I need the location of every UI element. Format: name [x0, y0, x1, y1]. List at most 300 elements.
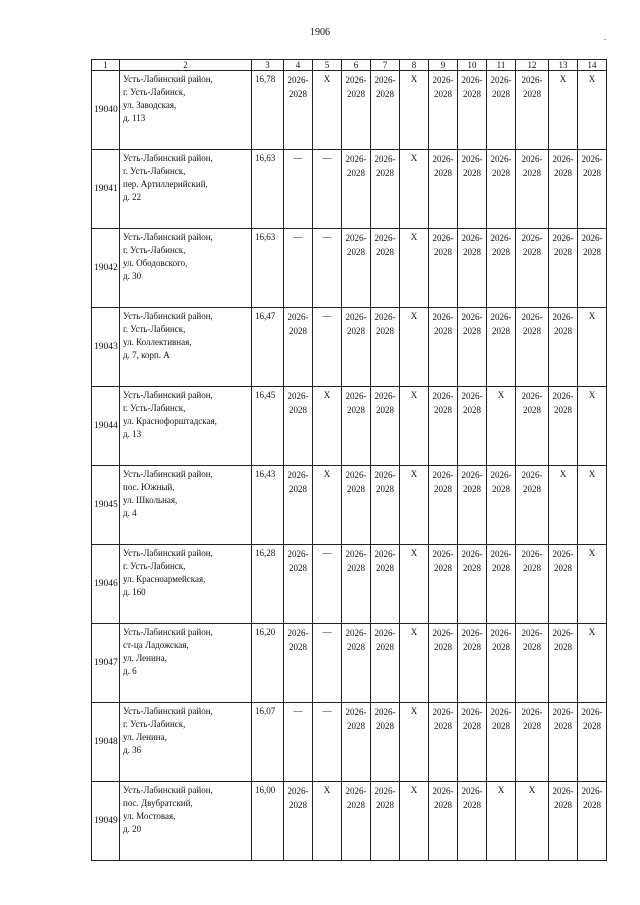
period-line: 2026- — [287, 75, 309, 85]
period-cell — [458, 545, 487, 624]
address-line: Усть-Лабинский район, — [123, 469, 213, 479]
period-cell — [458, 703, 487, 782]
period-cell — [342, 308, 371, 387]
period-line: 2028 — [523, 168, 541, 178]
row-id-cell: 19048 — [92, 703, 120, 782]
address-line: ул. Краснофорштадская, — [123, 416, 217, 426]
period-line: 2028 — [463, 800, 481, 810]
period-line: 2026- — [432, 75, 454, 85]
address-line: г. Усть-Лабинск, — [123, 245, 186, 255]
address-line: пер. Артиллерийский, — [123, 179, 208, 189]
area-value-cell: 16,28 — [252, 545, 284, 624]
period-line: 2028 — [289, 484, 307, 494]
area-value-cell: 16,07 — [252, 703, 284, 782]
period-cell — [549, 703, 578, 782]
area-value-cell: 16,47 — [252, 308, 284, 387]
period-line: 2028 — [463, 721, 481, 731]
period-line: 2028 — [347, 247, 365, 257]
period-cell: Х — [400, 229, 429, 308]
period-line: 2028 — [347, 721, 365, 731]
address-cell — [120, 545, 252, 624]
page-number: 1906 — [310, 27, 330, 38]
period-line: 2028 — [523, 721, 541, 731]
address-line: д. 22 — [123, 192, 142, 202]
period-line: 2028 — [289, 405, 307, 415]
period-cell — [371, 387, 400, 466]
period-cell — [371, 308, 400, 387]
period-cell: Х — [578, 624, 607, 703]
period-cell — [516, 229, 549, 308]
period-cell — [284, 545, 313, 624]
address-line: Усть-Лабинский район, — [123, 311, 213, 321]
period-line: 2028 — [434, 326, 452, 336]
period-line: 2028 — [289, 642, 307, 652]
period-line: 2026- — [432, 154, 454, 164]
period-line: 2026- — [345, 391, 367, 401]
period-cell: — — [284, 703, 313, 782]
period-cell — [458, 229, 487, 308]
table-row — [92, 703, 607, 782]
period-cell — [549, 150, 578, 229]
period-line: 2026- — [552, 154, 574, 164]
period-line: 2026- — [432, 549, 454, 559]
period-line: 2026- — [552, 786, 574, 796]
table-row — [92, 545, 607, 624]
column-number-cell: 10 — [458, 60, 487, 71]
period-line: 2028 — [434, 484, 452, 494]
period-line: 2026- — [374, 391, 396, 401]
period-cell — [549, 308, 578, 387]
table-row — [92, 624, 607, 703]
period-line: 2028 — [434, 89, 452, 99]
period-line: 2028 — [347, 642, 365, 652]
period-cell — [549, 782, 578, 861]
row-id-cell: 19047 — [92, 624, 120, 703]
period-line: 2026- — [432, 707, 454, 717]
period-cell — [458, 387, 487, 466]
column-number-cell: 7 — [371, 60, 400, 71]
period-line: 2028 — [554, 642, 572, 652]
period-line: 2026- — [490, 707, 512, 717]
column-number-cell: 1 — [92, 60, 120, 71]
period-line: 2026- — [345, 154, 367, 164]
period-cell: Х — [549, 466, 578, 545]
period-line: 2026- — [345, 75, 367, 85]
period-line: 2028 — [347, 563, 365, 573]
period-line: 2026- — [552, 549, 574, 559]
address-line: ул. Коллективная, — [123, 337, 192, 347]
address-cell — [120, 150, 252, 229]
period-cell — [342, 229, 371, 308]
period-cell: Х — [400, 387, 429, 466]
period-cell — [549, 545, 578, 624]
row-id-cell: 19043 — [92, 308, 120, 387]
period-line: 2028 — [347, 800, 365, 810]
table-row — [92, 782, 607, 861]
period-cell: Х — [578, 545, 607, 624]
period-line: 2026- — [521, 391, 543, 401]
period-cell — [578, 782, 607, 861]
address-line: Усть-Лабинский район, — [123, 706, 213, 716]
row-id-cell: 19042 — [92, 229, 120, 308]
address-line: д. 30 — [123, 271, 142, 281]
column-number-cell: 5 — [313, 60, 342, 71]
period-line: 2028 — [434, 642, 452, 652]
address-line: ул. Ленина, — [123, 653, 167, 663]
period-line: 2026- — [552, 707, 574, 717]
period-line: 2028 — [376, 800, 394, 810]
period-line: 2026- — [521, 154, 543, 164]
address-cell — [120, 308, 252, 387]
period-line: 2028 — [583, 247, 601, 257]
period-line: 2028 — [523, 326, 541, 336]
period-line: 2028 — [376, 89, 394, 99]
period-cell — [371, 150, 400, 229]
address-line: д. 6 — [123, 666, 137, 676]
period-cell — [487, 466, 516, 545]
period-line: 2026- — [345, 312, 367, 322]
address-line: д. 160 — [123, 587, 146, 597]
period-line: 2026- — [374, 75, 396, 85]
period-line: 2028 — [289, 563, 307, 573]
period-cell: Х — [549, 71, 578, 150]
period-line: 2028 — [492, 484, 510, 494]
period-cell — [371, 624, 400, 703]
period-cell — [284, 466, 313, 545]
period-cell: Х — [400, 703, 429, 782]
period-cell — [342, 545, 371, 624]
period-cell: Х — [313, 782, 342, 861]
period-cell: — — [284, 229, 313, 308]
period-cell — [516, 703, 549, 782]
period-cell — [516, 624, 549, 703]
period-line: 2026- — [521, 470, 543, 480]
period-line: 2026- — [432, 233, 454, 243]
address-line: Усть-Лабинский район, — [123, 153, 213, 163]
address-line: г. Усть-Лабинск, — [123, 87, 186, 97]
period-line: 2028 — [523, 247, 541, 257]
area-value-cell: 16,43 — [252, 466, 284, 545]
period-line: 2026- — [287, 549, 309, 559]
period-line: 2028 — [434, 563, 452, 573]
address-line: г. Усть-Лабинск, — [123, 719, 186, 729]
address-line: ул. Ленина, — [123, 732, 167, 742]
area-value-cell: 16,63 — [252, 229, 284, 308]
address-line: Усть-Лабинский район, — [123, 74, 213, 84]
table-row — [92, 229, 607, 308]
period-line: 2028 — [347, 168, 365, 178]
period-line: 2026- — [581, 707, 603, 717]
address-cell — [120, 229, 252, 308]
period-cell — [516, 545, 549, 624]
period-line: 2026- — [461, 233, 483, 243]
period-line: 2026- — [461, 707, 483, 717]
period-line: 2026- — [461, 628, 483, 638]
period-line: 2026- — [490, 312, 512, 322]
period-cell — [342, 150, 371, 229]
period-line: 2028 — [523, 642, 541, 652]
period-cell — [371, 703, 400, 782]
address-cell — [120, 71, 252, 150]
period-cell — [342, 782, 371, 861]
address-line: ст-ца Ладожская, — [123, 640, 189, 650]
column-number-cell: 6 — [342, 60, 371, 71]
period-cell — [487, 150, 516, 229]
period-cell — [516, 71, 549, 150]
period-line: 2028 — [554, 800, 572, 810]
period-line: 2028 — [463, 405, 481, 415]
period-cell — [487, 71, 516, 150]
period-line: 2028 — [492, 89, 510, 99]
period-cell — [549, 229, 578, 308]
table-row — [92, 71, 607, 150]
period-line: 2028 — [492, 247, 510, 257]
period-cell — [342, 71, 371, 150]
address-cell — [120, 782, 252, 861]
period-cell: Х — [400, 545, 429, 624]
period-line: 2026- — [287, 786, 309, 796]
period-cell — [516, 387, 549, 466]
period-line: 2028 — [289, 800, 307, 810]
period-line: 2026- — [374, 549, 396, 559]
period-line: 2026- — [374, 312, 396, 322]
period-cell — [429, 229, 458, 308]
address-line: д. 20 — [123, 824, 142, 834]
period-line: 2028 — [347, 484, 365, 494]
period-line: 2028 — [554, 326, 572, 336]
period-cell: Х — [400, 71, 429, 150]
period-cell: — — [313, 308, 342, 387]
period-cell — [371, 782, 400, 861]
period-line: 2026- — [374, 628, 396, 638]
period-line: 2026- — [552, 628, 574, 638]
period-line: 2028 — [554, 563, 572, 573]
column-number-cell: 12 — [516, 60, 549, 71]
area-value-cell: 16,00 — [252, 782, 284, 861]
period-cell — [458, 71, 487, 150]
period-line: 2026- — [374, 707, 396, 717]
period-cell — [549, 387, 578, 466]
period-cell: Х — [313, 466, 342, 545]
corner-mark: . — [604, 33, 606, 42]
period-cell: — — [284, 150, 313, 229]
address-line: г. Усть-Лабинск, — [123, 403, 186, 413]
column-number-cell: 11 — [487, 60, 516, 71]
column-number-cell: 9 — [429, 60, 458, 71]
period-line: 2026- — [552, 391, 574, 401]
address-line: Усть-Лабинский район, — [123, 627, 213, 637]
period-line: 2028 — [492, 168, 510, 178]
row-id-cell: 19049 — [92, 782, 120, 861]
table-row — [92, 150, 607, 229]
period-cell: Х — [313, 71, 342, 150]
period-cell — [487, 624, 516, 703]
period-cell — [516, 308, 549, 387]
period-line: 2028 — [583, 721, 601, 731]
period-line: 2028 — [523, 89, 541, 99]
address-line: д. 113 — [123, 113, 146, 123]
period-line: 2028 — [583, 168, 601, 178]
period-line: 2026- — [374, 233, 396, 243]
column-number-cell: 8 — [400, 60, 429, 71]
period-line: 2028 — [463, 484, 481, 494]
period-cell — [578, 229, 607, 308]
period-line: 2028 — [554, 721, 572, 731]
address-cell — [120, 466, 252, 545]
period-cell — [458, 150, 487, 229]
address-cell — [120, 624, 252, 703]
period-line: 2026- — [287, 628, 309, 638]
address-line: ул. Мостовая, — [123, 811, 176, 821]
period-cell — [429, 466, 458, 545]
period-line: 2028 — [434, 168, 452, 178]
address-line: Усть-Лабинский район, — [123, 548, 213, 558]
address-line: ул. Заводская, — [123, 100, 177, 110]
period-line: 2026- — [461, 786, 483, 796]
period-cell — [487, 703, 516, 782]
address-line: д. 13 — [123, 429, 142, 439]
address-cell — [120, 703, 252, 782]
period-line: 2028 — [347, 405, 365, 415]
period-cell — [371, 71, 400, 150]
period-line: 2026- — [432, 391, 454, 401]
table-row — [92, 387, 607, 466]
period-line: 2028 — [463, 642, 481, 652]
address-line: Усть-Лабинский район, — [123, 785, 213, 795]
period-line: 2026- — [490, 233, 512, 243]
period-line: 2026- — [374, 470, 396, 480]
area-value-cell: 16,78 — [252, 71, 284, 150]
period-line: 2028 — [376, 168, 394, 178]
period-cell: Х — [400, 308, 429, 387]
period-line: 2028 — [376, 484, 394, 494]
period-line: 2026- — [374, 786, 396, 796]
row-id-cell: 19044 — [92, 387, 120, 466]
period-cell — [284, 387, 313, 466]
column-number-cell: 13 — [549, 60, 578, 71]
period-line: 2028 — [554, 405, 572, 415]
address-line: Усть-Лабинский район, — [123, 232, 213, 242]
period-cell: Х — [578, 308, 607, 387]
period-cell — [578, 150, 607, 229]
period-cell: Х — [578, 466, 607, 545]
period-line: 2028 — [347, 89, 365, 99]
period-cell — [487, 545, 516, 624]
address-line: ул. Ободовского, — [123, 258, 188, 268]
column-number-row — [92, 60, 607, 71]
period-line: 2026- — [581, 154, 603, 164]
period-line: 2028 — [376, 642, 394, 652]
period-line: 2028 — [434, 247, 452, 257]
period-line: 2028 — [554, 168, 572, 178]
period-line: 2026- — [432, 628, 454, 638]
period-line: 2026- — [581, 786, 603, 796]
register-table — [91, 59, 607, 861]
period-line: 2026- — [345, 233, 367, 243]
period-line: 2026- — [287, 312, 309, 322]
period-line: 2026- — [345, 549, 367, 559]
period-line: 2026- — [461, 312, 483, 322]
period-line: 2028 — [376, 405, 394, 415]
period-cell: Х — [487, 387, 516, 466]
column-number-cell: 3 — [252, 60, 284, 71]
period-line: 2028 — [523, 563, 541, 573]
period-line: 2028 — [376, 326, 394, 336]
period-line: 2026- — [461, 154, 483, 164]
period-line: 2028 — [463, 563, 481, 573]
period-cell: — — [313, 229, 342, 308]
period-line: 2028 — [434, 800, 452, 810]
period-line: 2026- — [345, 628, 367, 638]
address-line: Усть-Лабинский район, — [123, 390, 213, 400]
period-cell: Х — [487, 782, 516, 861]
period-line: 2026- — [552, 312, 574, 322]
period-cell: Х — [400, 150, 429, 229]
period-cell — [458, 782, 487, 861]
period-line: 2028 — [289, 89, 307, 99]
period-cell: Х — [578, 387, 607, 466]
period-cell — [458, 308, 487, 387]
period-cell: — — [313, 545, 342, 624]
period-line: 2028 — [463, 247, 481, 257]
period-cell — [429, 782, 458, 861]
address-line: д. 36 — [123, 745, 142, 755]
period-line: 2028 — [376, 721, 394, 731]
period-line: 2026- — [521, 75, 543, 85]
period-line: 2026- — [432, 312, 454, 322]
period-cell — [284, 71, 313, 150]
period-line: 2028 — [463, 326, 481, 336]
column-number-cell: 14 — [578, 60, 607, 71]
period-cell — [342, 387, 371, 466]
period-line: 2026- — [461, 391, 483, 401]
period-cell — [429, 624, 458, 703]
period-cell — [429, 545, 458, 624]
period-cell — [284, 782, 313, 861]
period-cell — [458, 624, 487, 703]
address-line: г. Усть-Лабинск, — [123, 561, 186, 571]
period-line: 2026- — [432, 786, 454, 796]
period-cell: Х — [313, 387, 342, 466]
period-line: 2026- — [374, 154, 396, 164]
period-cell — [516, 466, 549, 545]
period-cell: Х — [400, 624, 429, 703]
address-line: ул. Школьная, — [123, 495, 178, 505]
period-line: 2028 — [434, 405, 452, 415]
period-cell — [342, 624, 371, 703]
period-line: 2028 — [492, 326, 510, 336]
period-cell — [342, 703, 371, 782]
period-line: 2028 — [523, 484, 541, 494]
row-id-cell: 19045 — [92, 466, 120, 545]
period-line: 2028 — [376, 563, 394, 573]
period-line: 2028 — [289, 326, 307, 336]
period-line: 2026- — [345, 786, 367, 796]
period-line: 2026- — [287, 470, 309, 480]
period-line: 2026- — [490, 154, 512, 164]
period-line: 2026- — [521, 707, 543, 717]
period-line: 2026- — [490, 549, 512, 559]
address-line: д. 7, корп. А — [123, 350, 170, 360]
period-cell — [371, 229, 400, 308]
period-line: 2026- — [345, 707, 367, 717]
area-value-cell: 16,45 — [252, 387, 284, 466]
period-line: 2026- — [490, 628, 512, 638]
column-number-cell: 4 — [284, 60, 313, 71]
period-line: 2026- — [345, 470, 367, 480]
period-line: 2028 — [434, 721, 452, 731]
period-cell — [578, 703, 607, 782]
